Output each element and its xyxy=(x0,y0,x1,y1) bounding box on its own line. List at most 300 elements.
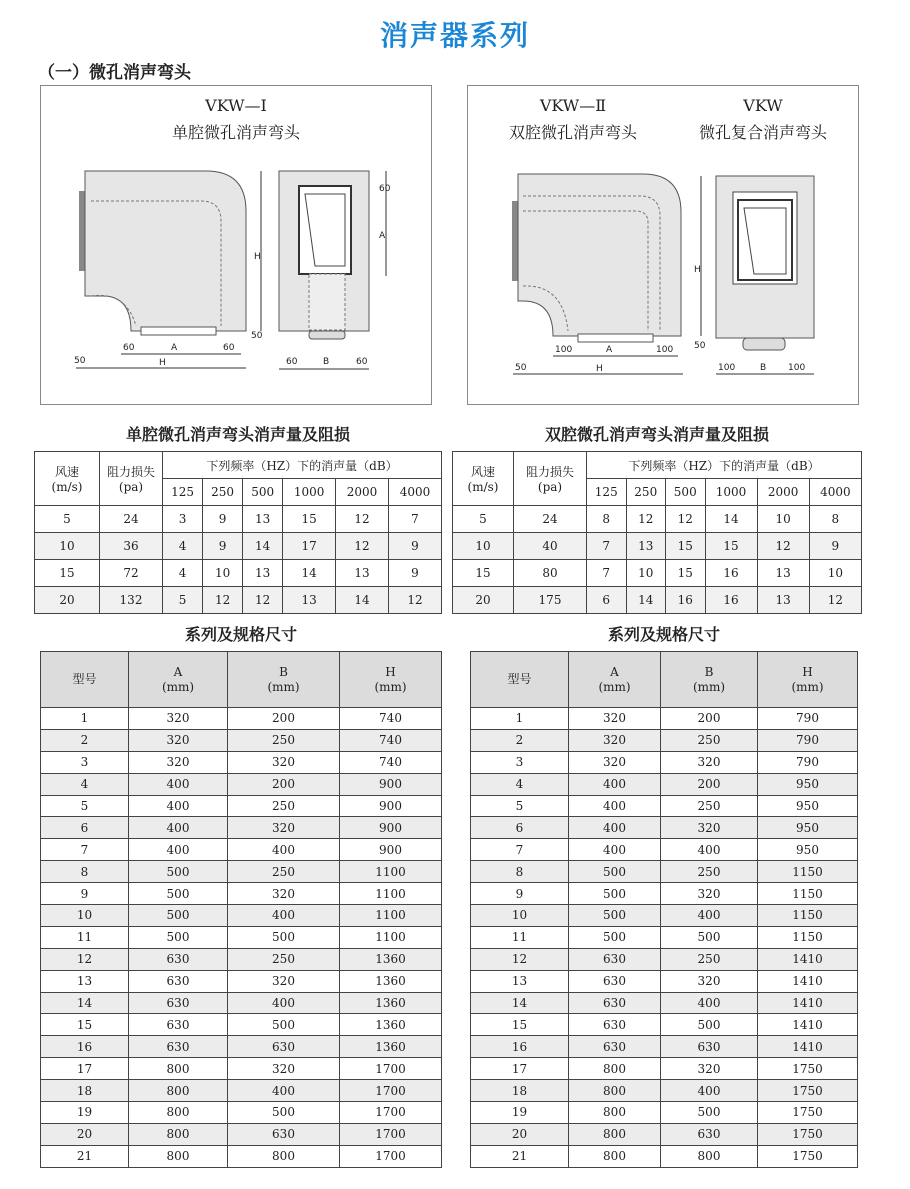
table-cell: 10 xyxy=(453,533,514,560)
table-cell: 1150 xyxy=(758,861,858,883)
table-row xyxy=(41,1036,442,1058)
dim-b: B xyxy=(323,357,330,367)
table-row xyxy=(471,970,858,992)
table-cell: 15 xyxy=(453,560,514,587)
table-row xyxy=(41,926,442,948)
freq-cell: 2000 xyxy=(336,479,389,506)
table-cell: 800 xyxy=(569,1145,661,1167)
table-cell: 1700 xyxy=(340,1080,442,1102)
diagram-name-b: 微孔复合消声弯头 xyxy=(698,123,827,142)
table-cell: 400 xyxy=(661,905,758,927)
table-cell: 3 xyxy=(163,506,203,533)
table-cell: 900 xyxy=(340,773,442,795)
diagram-name-a: 双腔微孔消声弯头 xyxy=(508,123,637,142)
table-row xyxy=(471,1145,858,1167)
table-row xyxy=(471,1058,858,1080)
dim-100-b-right: 100 xyxy=(788,363,806,373)
table-cell: 10 xyxy=(41,905,129,927)
table-cell: 1410 xyxy=(758,948,858,970)
table-cell: 1410 xyxy=(758,970,858,992)
table-cell: 24 xyxy=(514,506,587,533)
table-row xyxy=(41,1145,442,1167)
table-cell: 21 xyxy=(471,1145,569,1167)
table-row xyxy=(41,817,442,839)
spec-header-a: A (mm) xyxy=(569,652,661,708)
table-cell: 400 xyxy=(228,992,340,1014)
table-row xyxy=(471,905,858,927)
perf-left-title: 单腔微孔消声弯头消声量及阻损 xyxy=(125,425,350,444)
table-cell: 630 xyxy=(569,970,661,992)
table-cell: 14 xyxy=(41,992,129,1014)
table-cell: 320 xyxy=(129,729,228,751)
table-cell: 16 xyxy=(471,1036,569,1058)
freq-cell: 125 xyxy=(587,479,627,506)
table-cell: 1100 xyxy=(340,926,442,948)
table-cell: 12 xyxy=(388,587,441,614)
table-cell: 400 xyxy=(228,839,340,861)
table-cell: 17 xyxy=(283,533,336,560)
table-cell: 400 xyxy=(661,839,758,861)
freq-cell: 500 xyxy=(243,479,283,506)
table-cell: 40 xyxy=(514,533,587,560)
table-cell: 13 xyxy=(41,970,129,992)
table-cell: 400 xyxy=(569,773,661,795)
table-row xyxy=(471,1080,858,1102)
diagram-name-label: 单腔微孔消声弯头 xyxy=(171,123,300,142)
table-row xyxy=(471,992,858,1014)
table-row xyxy=(471,926,858,948)
table-cell: 630 xyxy=(569,1036,661,1058)
table-cell: 800 xyxy=(569,1080,661,1102)
table-cell: 1150 xyxy=(758,883,858,905)
table-cell: 1750 xyxy=(758,1123,858,1145)
table-cell: 1700 xyxy=(340,1123,442,1145)
table-row xyxy=(471,1102,858,1124)
spec-header-a: A (mm) xyxy=(129,652,228,708)
table-cell: 14 xyxy=(705,506,757,533)
table-cell: 950 xyxy=(758,773,858,795)
table-cell: 10 xyxy=(809,560,861,587)
dim-100-right: 100 xyxy=(656,345,674,355)
table-cell: 400 xyxy=(129,773,228,795)
table-cell: 400 xyxy=(129,795,228,817)
table-cell: 13 xyxy=(757,560,809,587)
table-cell: 8 xyxy=(41,861,129,883)
table-cell: 16 xyxy=(666,587,706,614)
table-cell: 1750 xyxy=(758,1058,858,1080)
table-cell: 1410 xyxy=(758,992,858,1014)
table-row xyxy=(41,1058,442,1080)
table-cell: 500 xyxy=(569,905,661,927)
table-cell: 200 xyxy=(661,773,758,795)
page-title: 消声器系列 xyxy=(379,19,530,52)
header-loss: 阻力损失 (pa) xyxy=(514,452,587,506)
table-cell: 3 xyxy=(471,751,569,773)
table-cell: 15 xyxy=(35,560,100,587)
spec-right-title: 系列及规格尺寸 xyxy=(607,625,720,644)
table-cell: 8 xyxy=(587,506,627,533)
table-cell: 9 xyxy=(41,883,129,905)
table-cell: 1410 xyxy=(758,1014,858,1036)
table-cell: 630 xyxy=(569,1014,661,1036)
table-row xyxy=(41,992,442,1014)
table-cell: 400 xyxy=(228,905,340,927)
table-cell: 800 xyxy=(129,1058,228,1080)
table-cell: 630 xyxy=(129,970,228,992)
table-cell: 1750 xyxy=(758,1102,858,1124)
table-cell: 4 xyxy=(163,560,203,587)
dim-a: A xyxy=(606,345,613,355)
table-cell: 790 xyxy=(758,708,858,730)
table-row xyxy=(41,708,442,730)
table-cell: 320 xyxy=(661,817,758,839)
table-cell: 630 xyxy=(661,1123,758,1145)
table-cell: 950 xyxy=(758,839,858,861)
table-cell: 800 xyxy=(228,1145,340,1167)
table-row xyxy=(471,795,858,817)
dim-h-vert: H xyxy=(694,265,701,275)
table-cell: 20 xyxy=(41,1123,129,1145)
dim-100-b-left: 100 xyxy=(718,363,736,373)
table-cell: 6 xyxy=(471,817,569,839)
table-cell: 15 xyxy=(283,506,336,533)
table-cell: 15 xyxy=(666,560,706,587)
table-cell: 12 xyxy=(626,506,666,533)
table-cell: 320 xyxy=(661,970,758,992)
table-cell: 800 xyxy=(569,1058,661,1080)
table-row xyxy=(471,839,858,861)
table-cell: 500 xyxy=(661,1014,758,1036)
table-row xyxy=(35,533,442,560)
table-row xyxy=(471,773,858,795)
table-cell: 1360 xyxy=(340,992,442,1014)
table-cell: 15 xyxy=(705,533,757,560)
table-cell: 1150 xyxy=(758,926,858,948)
dim-100-left: 100 xyxy=(555,345,573,355)
dim-60-b-right: 60 xyxy=(356,357,368,367)
table-cell: 9 xyxy=(388,560,441,587)
table-cell: 18 xyxy=(471,1080,569,1102)
dim-h: H xyxy=(596,364,603,374)
table-cell: 21 xyxy=(41,1145,129,1167)
table-row xyxy=(41,970,442,992)
table-cell: 1360 xyxy=(340,1036,442,1058)
table-cell: 17 xyxy=(471,1058,569,1080)
table-cell: 5 xyxy=(471,795,569,817)
table-cell: 12 xyxy=(471,948,569,970)
table-row xyxy=(41,1102,442,1124)
table-cell: 80 xyxy=(514,560,587,587)
table-cell: 15 xyxy=(41,1014,129,1036)
table-cell: 7 xyxy=(587,533,627,560)
table-cell: 900 xyxy=(340,795,442,817)
table-cell: 320 xyxy=(661,883,758,905)
table-cell: 500 xyxy=(661,926,758,948)
table-cell: 6 xyxy=(587,587,627,614)
table-cell: 16 xyxy=(705,560,757,587)
dim-50-vert: 50 xyxy=(251,331,263,341)
table-cell: 5 xyxy=(453,506,514,533)
table-cell: 1100 xyxy=(340,883,442,905)
spec-table-single xyxy=(40,651,442,1168)
table-cell: 5 xyxy=(41,795,129,817)
freq-cell: 2000 xyxy=(757,479,809,506)
diagram-single-cavity xyxy=(40,85,432,405)
table-row xyxy=(471,861,858,883)
table-row xyxy=(453,560,862,587)
table-cell: 740 xyxy=(340,708,442,730)
table-cell: 13 xyxy=(243,560,283,587)
table-row xyxy=(471,708,858,730)
table-cell: 7 xyxy=(587,560,627,587)
header-loss: 阻力损失 (pa) xyxy=(100,452,163,506)
table-cell: 24 xyxy=(100,506,163,533)
table-cell: 900 xyxy=(340,817,442,839)
table-cell: 320 xyxy=(228,883,340,905)
table-cell: 790 xyxy=(758,751,858,773)
dim-60-top: 60 xyxy=(379,184,391,194)
table-cell: 3 xyxy=(41,751,129,773)
table-cell: 7 xyxy=(471,839,569,861)
table-row xyxy=(41,861,442,883)
table-cell: 500 xyxy=(129,883,228,905)
table-cell: 1700 xyxy=(340,1102,442,1124)
perf-table-single xyxy=(34,451,442,614)
spec-header-h: H (mm) xyxy=(340,652,442,708)
table-cell: 132 xyxy=(100,587,163,614)
table-cell: 20 xyxy=(35,587,100,614)
freq-cell: 4000 xyxy=(809,479,861,506)
table-row xyxy=(35,560,442,587)
table-cell: 19 xyxy=(41,1102,129,1124)
table-cell: 320 xyxy=(228,817,340,839)
table-cell: 17 xyxy=(41,1058,129,1080)
table-cell: 10 xyxy=(626,560,666,587)
table-cell: 7 xyxy=(388,506,441,533)
table-cell: 2 xyxy=(471,729,569,751)
table-cell: 250 xyxy=(661,948,758,970)
table-cell: 200 xyxy=(228,708,340,730)
table-cell: 500 xyxy=(129,861,228,883)
table-cell: 12 xyxy=(336,533,389,560)
table-cell: 250 xyxy=(661,795,758,817)
table-cell: 500 xyxy=(228,1014,340,1036)
table-cell: 9 xyxy=(203,533,243,560)
spec-header-h: H (mm) xyxy=(758,652,858,708)
table-row xyxy=(41,905,442,927)
table-cell: 900 xyxy=(340,839,442,861)
table-cell: 10 xyxy=(757,506,809,533)
table-cell: 8 xyxy=(471,861,569,883)
table-cell: 320 xyxy=(661,751,758,773)
table-cell: 400 xyxy=(661,1080,758,1102)
table-cell: 14 xyxy=(626,587,666,614)
spec-header-model: 型号 xyxy=(471,652,569,708)
section-heading: （一）微孔消声弯头 xyxy=(38,63,191,83)
table-cell: 200 xyxy=(228,773,340,795)
table-cell: 175 xyxy=(514,587,587,614)
freq-cell: 1000 xyxy=(283,479,336,506)
table-cell: 200 xyxy=(661,708,758,730)
table-cell: 500 xyxy=(569,883,661,905)
dim-h: H xyxy=(159,358,166,368)
table-row xyxy=(471,729,858,751)
table-cell: 13 xyxy=(283,587,336,614)
table-cell: 1 xyxy=(471,708,569,730)
table-cell: 16 xyxy=(705,587,757,614)
table-cell: 14 xyxy=(283,560,336,587)
inlet-flange xyxy=(79,191,85,271)
dim-50-vert: 50 xyxy=(694,341,706,351)
table-cell: 320 xyxy=(129,708,228,730)
table-cell: 800 xyxy=(129,1080,228,1102)
table-cell: 320 xyxy=(661,1058,758,1080)
table-cell: 11 xyxy=(41,926,129,948)
perf-right-title: 双腔微孔消声弯头消声量及阻损 xyxy=(544,425,769,444)
table-cell: 500 xyxy=(569,861,661,883)
table-row xyxy=(41,729,442,751)
table-row xyxy=(471,1036,858,1058)
table-cell: 400 xyxy=(129,817,228,839)
table-row xyxy=(471,1014,858,1036)
header-freq: 下列频率（HZ）下的消声量（dB） xyxy=(163,452,442,479)
table-cell: 12 xyxy=(336,506,389,533)
table-cell: 800 xyxy=(129,1123,228,1145)
table-cell: 630 xyxy=(129,1014,228,1036)
table-cell: 18 xyxy=(41,1080,129,1102)
table-cell: 13 xyxy=(757,587,809,614)
table-row xyxy=(35,587,442,614)
dim-h-vert: H xyxy=(254,252,261,262)
dim-b: B xyxy=(760,363,767,373)
table-cell: 1750 xyxy=(758,1145,858,1167)
table-cell: 250 xyxy=(228,861,340,883)
table-cell: 9 xyxy=(388,533,441,560)
table-row xyxy=(41,1014,442,1036)
table-cell: 320 xyxy=(569,708,661,730)
table-cell: 950 xyxy=(758,817,858,839)
table-row xyxy=(453,587,862,614)
table-cell: 13 xyxy=(336,560,389,587)
table-cell: 1700 xyxy=(340,1145,442,1167)
table-cell: 4 xyxy=(41,773,129,795)
table-cell: 1410 xyxy=(758,1036,858,1058)
table-cell: 400 xyxy=(661,992,758,1014)
freq-cell: 4000 xyxy=(388,479,441,506)
table-cell: 630 xyxy=(129,948,228,970)
table-cell: 1700 xyxy=(340,1058,442,1080)
table-cell: 12 xyxy=(809,587,861,614)
table-cell: 12 xyxy=(203,587,243,614)
table-cell: 1100 xyxy=(340,905,442,927)
perf-table-double xyxy=(452,451,862,614)
table-cell: 10 xyxy=(203,560,243,587)
table-cell: 11 xyxy=(471,926,569,948)
dim-a: A xyxy=(171,343,178,353)
table-row xyxy=(471,883,858,905)
table-cell: 36 xyxy=(100,533,163,560)
table-cell: 7 xyxy=(41,839,129,861)
table-cell: 630 xyxy=(569,992,661,1014)
table-cell: 12 xyxy=(757,533,809,560)
table-cell: 12 xyxy=(243,587,283,614)
spec-header-b: B (mm) xyxy=(228,652,340,708)
table-row xyxy=(471,817,858,839)
table-cell: 500 xyxy=(228,1102,340,1124)
table-cell: 630 xyxy=(228,1123,340,1145)
table-cell: 250 xyxy=(228,729,340,751)
freq-cell: 1000 xyxy=(705,479,757,506)
table-row xyxy=(41,773,442,795)
table-cell: 950 xyxy=(758,795,858,817)
table-cell: 630 xyxy=(129,992,228,1014)
table-row xyxy=(41,883,442,905)
dim-60-right: 60 xyxy=(223,343,235,353)
header-speed: 风速 (m/s) xyxy=(453,452,514,506)
table-cell: 20 xyxy=(453,587,514,614)
diagram-double-cavity xyxy=(467,85,859,405)
table-cell: 1360 xyxy=(340,1014,442,1036)
table-cell: 740 xyxy=(340,729,442,751)
table-cell: 14 xyxy=(471,992,569,1014)
table-cell: 630 xyxy=(661,1036,758,1058)
table-cell: 14 xyxy=(336,587,389,614)
table-cell: 400 xyxy=(569,795,661,817)
table-cell: 400 xyxy=(129,839,228,861)
spec-header-b: B (mm) xyxy=(661,652,758,708)
table-cell: 500 xyxy=(569,926,661,948)
table-cell: 320 xyxy=(228,970,340,992)
dim-60-b-left: 60 xyxy=(286,357,298,367)
table-cell: 72 xyxy=(100,560,163,587)
table-cell: 320 xyxy=(228,751,340,773)
dim-50: 50 xyxy=(515,363,527,373)
freq-cell: 500 xyxy=(666,479,706,506)
table-row xyxy=(35,506,442,533)
freq-cell: 125 xyxy=(163,479,203,506)
table-row xyxy=(41,948,442,970)
table-row xyxy=(41,751,442,773)
freq-cell: 250 xyxy=(626,479,666,506)
table-cell: 16 xyxy=(41,1036,129,1058)
table-row xyxy=(471,1123,858,1145)
table-cell: 500 xyxy=(661,1102,758,1124)
table-cell: 630 xyxy=(569,948,661,970)
dim-50: 50 xyxy=(74,356,86,366)
table-cell: 320 xyxy=(569,751,661,773)
table-cell: 4 xyxy=(471,773,569,795)
table-row xyxy=(453,533,862,560)
table-cell: 500 xyxy=(129,905,228,927)
table-cell: 15 xyxy=(666,533,706,560)
table-cell: 500 xyxy=(129,926,228,948)
dim-60-left: 60 xyxy=(123,343,135,353)
spec-table-double xyxy=(470,651,858,1168)
elbow-drawing-single xyxy=(41,86,431,404)
table-cell: 8 xyxy=(809,506,861,533)
table-cell: 1360 xyxy=(340,948,442,970)
table-cell: 13 xyxy=(243,506,283,533)
table-cell: 1360 xyxy=(340,970,442,992)
table-cell: 800 xyxy=(129,1145,228,1167)
table-cell: 800 xyxy=(569,1102,661,1124)
table-cell: 740 xyxy=(340,751,442,773)
table-cell: 250 xyxy=(661,729,758,751)
table-cell: 19 xyxy=(471,1102,569,1124)
table-cell: 13 xyxy=(626,533,666,560)
table-cell: 790 xyxy=(758,729,858,751)
table-cell: 320 xyxy=(569,729,661,751)
